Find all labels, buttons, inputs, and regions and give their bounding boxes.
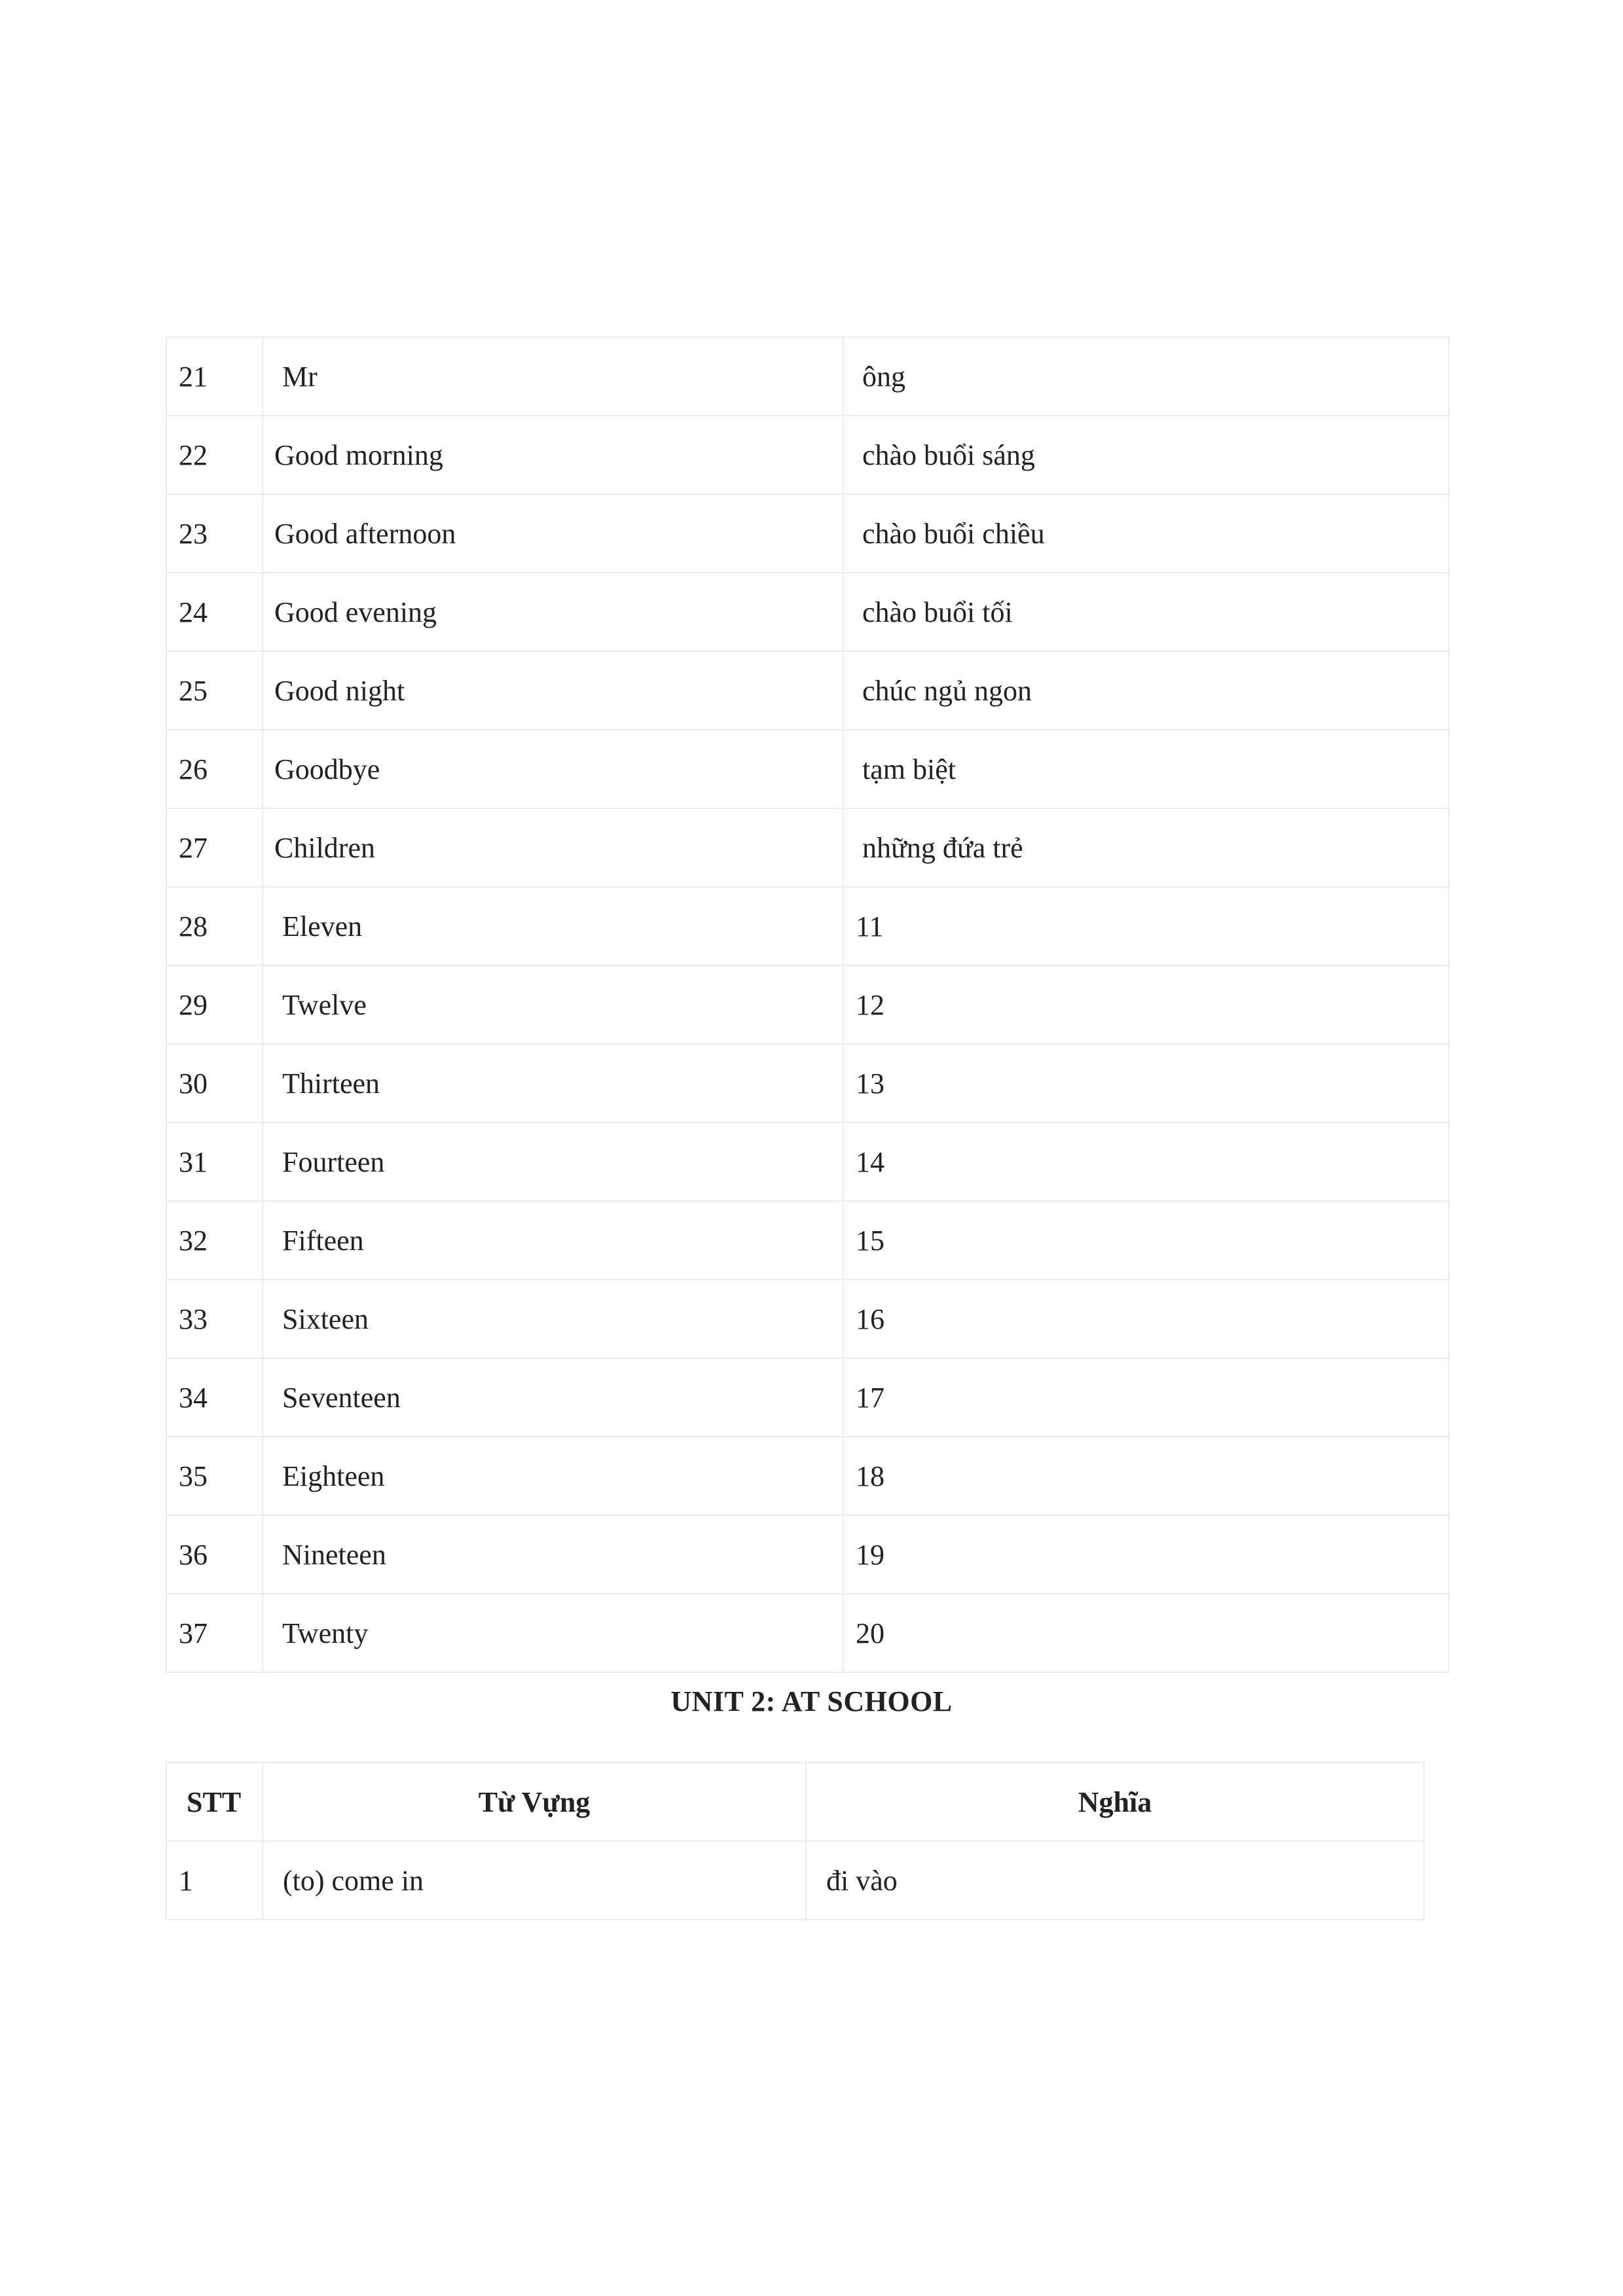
vocab-word: Sixteen xyxy=(263,1280,843,1358)
vocab-meaning: chúc ngủ ngon xyxy=(843,651,1449,730)
table-row xyxy=(166,1437,1449,1515)
vocab-meaning: 19 xyxy=(843,1515,1449,1594)
vocab-meaning: 16 xyxy=(843,1280,1449,1358)
vocab-meaning: ông xyxy=(843,337,1449,416)
row-number: 31 xyxy=(166,1122,263,1201)
vocab-meaning: chào buổi sáng xyxy=(843,416,1449,494)
table-row xyxy=(166,965,1449,1044)
vocab-meaning: 13 xyxy=(843,1044,1449,1122)
column-header-word: Từ Vựng xyxy=(263,1763,806,1841)
row-number: 34 xyxy=(166,1358,263,1437)
row-number: 29 xyxy=(166,965,263,1044)
vocab-meaning: 11 xyxy=(843,887,1449,965)
vocab-word: Good morning xyxy=(263,416,843,494)
vocab-word: Fifteen xyxy=(263,1201,843,1280)
table-row xyxy=(166,651,1449,730)
table-row xyxy=(166,337,1449,416)
vocab-word: Fourteen xyxy=(263,1122,843,1201)
vocab-word: Children xyxy=(263,808,843,887)
table-row xyxy=(166,1358,1449,1437)
vocab-meaning: những đứa trẻ xyxy=(843,808,1449,887)
row-number: 28 xyxy=(166,887,263,965)
row-number: 23 xyxy=(166,494,263,573)
vocab-word: (to) come in xyxy=(263,1841,806,1920)
vocab-meaning: 18 xyxy=(843,1437,1449,1515)
row-number: 22 xyxy=(166,416,263,494)
row-number: 37 xyxy=(166,1594,263,1672)
table-row xyxy=(166,730,1449,808)
vocab-word: Good night xyxy=(263,651,843,730)
vocab-word: Eleven xyxy=(263,887,843,965)
row-number: 35 xyxy=(166,1437,263,1515)
table-row xyxy=(166,416,1449,494)
row-number: 27 xyxy=(166,808,263,887)
table-header-row xyxy=(166,1763,1424,1841)
table-row xyxy=(166,1841,1424,1920)
row-number: 36 xyxy=(166,1515,263,1594)
vocab-word: Twenty xyxy=(263,1594,843,1672)
vocab-meaning: 12 xyxy=(843,965,1449,1044)
vocab-word: Goodbye xyxy=(263,730,843,808)
row-number: 25 xyxy=(166,651,263,730)
table-row xyxy=(166,1044,1449,1122)
vocab-word: Mr xyxy=(263,337,843,416)
table-row xyxy=(166,1201,1449,1280)
vocabulary-table-unit-1 xyxy=(166,336,1450,1673)
vocab-meaning: tạm biệt xyxy=(843,730,1449,808)
vocab-word: Eighteen xyxy=(263,1437,843,1515)
unit-heading: UNIT 2: AT SCHOOL xyxy=(670,1685,953,1717)
table-row xyxy=(166,808,1449,887)
vocab-meaning: 15 xyxy=(843,1201,1449,1280)
column-header-meaning: Nghĩa xyxy=(806,1763,1424,1841)
vocab-meaning: chào buổi tối xyxy=(843,573,1449,651)
vocab-word: Seventeen xyxy=(263,1358,843,1437)
vocab-word: Twelve xyxy=(263,965,843,1044)
column-header-stt: STT xyxy=(166,1763,263,1841)
vocab-word: Good evening xyxy=(263,573,843,651)
vocab-meaning: đi vào xyxy=(806,1841,1424,1920)
table-row xyxy=(166,1122,1449,1201)
table-row xyxy=(166,887,1449,965)
table-row xyxy=(166,1594,1449,1672)
vocabulary-table-unit-2 xyxy=(166,1762,1425,1920)
vocab-meaning: chào buổi chiều xyxy=(843,494,1449,573)
vocab-word: Nineteen xyxy=(263,1515,843,1594)
row-number: 32 xyxy=(166,1201,263,1280)
vocab-word: Thirteen xyxy=(263,1044,843,1122)
row-number: 21 xyxy=(166,337,263,416)
row-number: 30 xyxy=(166,1044,263,1122)
vocab-meaning: 14 xyxy=(843,1122,1449,1201)
row-number: 33 xyxy=(166,1280,263,1358)
row-number: 24 xyxy=(166,573,263,651)
row-number: 26 xyxy=(166,730,263,808)
table-row xyxy=(166,1515,1449,1594)
vocab-word: Good afternoon xyxy=(263,494,843,573)
vocab-meaning: 20 xyxy=(843,1594,1449,1672)
table-row xyxy=(166,494,1449,573)
vocab-meaning: 17 xyxy=(843,1358,1449,1437)
table-row xyxy=(166,1280,1449,1358)
table-row xyxy=(166,573,1449,651)
row-number: 1 xyxy=(166,1841,263,1920)
